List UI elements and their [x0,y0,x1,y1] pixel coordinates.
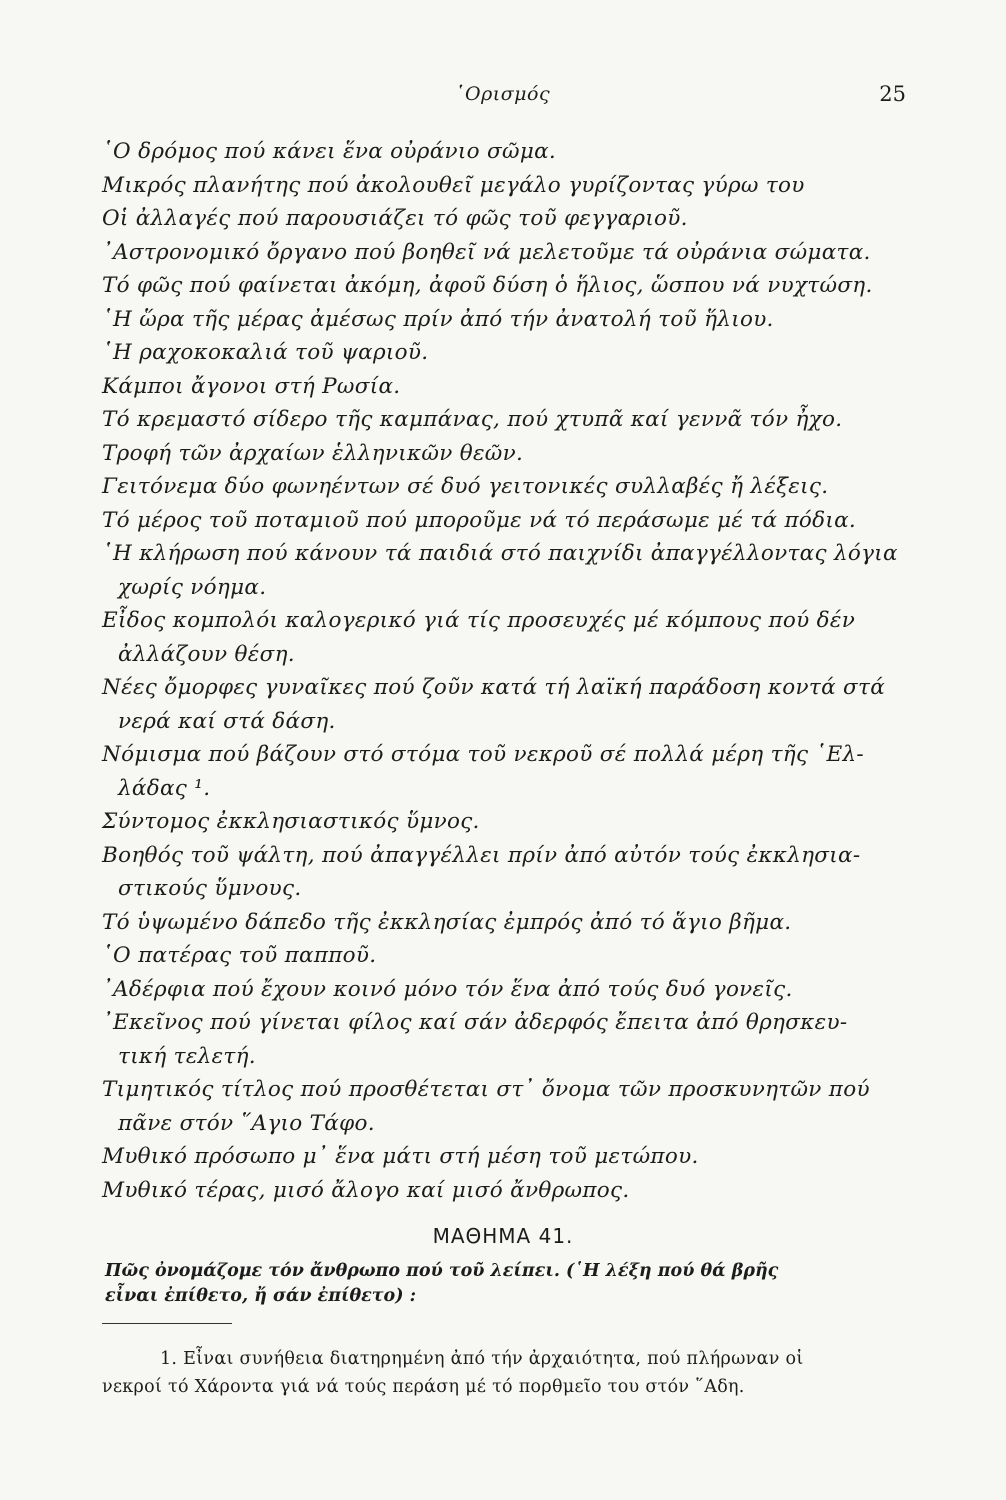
definition-line: Εἶδος κομπολόι καλογερικό γιά τίς προσευχές μέ κόμπους πού δέν [102,608,856,633]
definition-line: Μικρός πλανήτης πού ἀκολουθεῖ μεγάλο γυρίζοντας γύρω του [102,172,805,198]
definition-continuation: πᾶνε στόν ῞Αγιο Τάφο. [118,1110,375,1136]
definition-continuation: νερά καί στά δάση. [118,708,336,734]
instruction-line: εἶναι ἐπίθετο, ἤ σάν ἐπίθετο) : [105,1286,417,1306]
definitions-list [102,135,917,1207]
lesson-title: ΜΑΘΗΜΑ 41. [432,1224,574,1248]
definition-line: ᾿Αδέρφια πού ἔχουν κοινό μόνο τόν ἕνα ἀπό τούς δυό γονεῖς. [102,976,793,1002]
definition-line: Μυθικό τέρας, μισό ἄλογο καί μισό ἄνθρωπος. [102,1177,630,1203]
definition-line: Κάμποι ἄγονοι στή Ρωσία. [102,373,401,399]
definition-continuation: ἀλλάζουν θέση. [118,641,295,667]
footnote-divider [102,1323,232,1324]
footnote-line: 1. Εἶναι συνήθεια διατηρημένη ἀπό τήν ἀρχαιότητα, πού πλήρωναν οἱ [160,1349,804,1369]
definition-continuation: λάδας ¹. [118,775,211,801]
definition-line: Γειτόνεμα δύο φωνηέντων σέ δυό γειτονικές συλλαβές ἤ λέξεις. [102,474,829,499]
page-number: 25 [879,82,906,106]
definition-line: Μυθικό πρόσωπο μ᾿ ἕνα μάτι στή μέση τοῦ μετώπου. [102,1144,699,1169]
definition-line: ῾Ο πατέρας τοῦ παπποῦ. [102,943,377,968]
definition-line: Τιμητικός τίτλος πού προσθέτεται στ᾿ ὄνομα τῶν προσκυνητῶν πού [102,1077,870,1102]
definition-line: Οἱ ἀλλαγές πού παρουσιάζει τό φῶς τοῦ φεγγαριοῦ. [102,206,688,231]
definition-line: ῾Η ραχοκοκαλιά τοῦ ψαριοῦ. [102,340,429,365]
definition-line: Βοηθός τοῦ ψάλτη, πού ἀπαγγέλλει πρίν ἀπό αὐτόν τούς ἐκκλησια- [102,842,861,868]
definition-line: ᾿Εκεῖνος πού γίνεται φίλος καί σάν ἀδερφός ἔπειτα ἀπό θρησκευ- [102,1010,848,1035]
definition-continuation: στικούς ὕμνους. [118,876,302,901]
lesson-instruction [105,1259,913,1309]
footnote [102,1345,917,1401]
definition-line: ῾Η κλήρωση πού κάνουν τά παιδιά στό παιχνίδι ἀπαγγέλλοντας λόγια [102,541,898,566]
definition-continuation: τική τελετή. [118,1043,256,1069]
footnote-line: νεκροί τό Χάροντα γιά νά τούς περάση μέ τό πορθμεῖο του στόν ῞Αδη. [102,1377,745,1397]
definition-line: Τό μέρος τοῦ ποταμιοῦ πού μποροῦμε νά τό περάσωμε μέ τά πόδια. [102,507,857,533]
definition-line: ῾Η ὥρα τῆς μέρας ἀμέσως πρίν ἀπό τήν ἀνατολή τοῦ ἥλιου. [102,306,774,332]
definition-line: Νόμισμα πού βάζουν στό στόμα τοῦ νεκροῦ σέ πολλά μέρη τῆς ῾Ελ- [102,742,864,767]
instruction-line: Πῶς ὀνομάζομε τόν ἄνθρωπο πού τοῦ λείπει. (῾Η λέξη πού θά βρῆς [105,1261,779,1281]
running-header-title: ῾Ορισμός [455,83,551,105]
definition-continuation: χωρίς νόημα. [118,574,267,600]
definition-line: Νέες ὄμορφες γυναῖκες πού ζοῦν κατά τή λαϊκή παράδοση κοντά στά [102,675,886,700]
definition-line: Τό φῶς πού φαίνεται ἀκόμη, ἀφοῦ δύση ὁ ἥλιος, ὥσπου νά νυχτώση. [102,273,873,298]
definition-line: Τό ὑψωμένο δάπεδο τῆς ἐκκλησίας ἐμπρός ἀπό τό ἅγιο βῆμα. [102,909,792,935]
definition-line: ῾Ο δρόμος πού κάνει ἕνα οὐράνιο σῶμα. [102,139,557,164]
definition-line: ᾿Αστρονομικό ὄργανο πού βοηθεῖ νά μελετοῦμε τά οὐράνια σώματα. [102,239,871,265]
definition-line: Τροφή τῶν ἀρχαίων ἑλληνικῶν θεῶν. [102,440,524,466]
definition-line: Σύντομος ἐκκλησιαστικός ὕμνος. [102,809,480,834]
definition-line: Τό κρεμαστό σίδερο τῆς καμπάνας, πού χτυπᾶ καί γεννᾶ τόν ἦχο. [102,407,843,432]
